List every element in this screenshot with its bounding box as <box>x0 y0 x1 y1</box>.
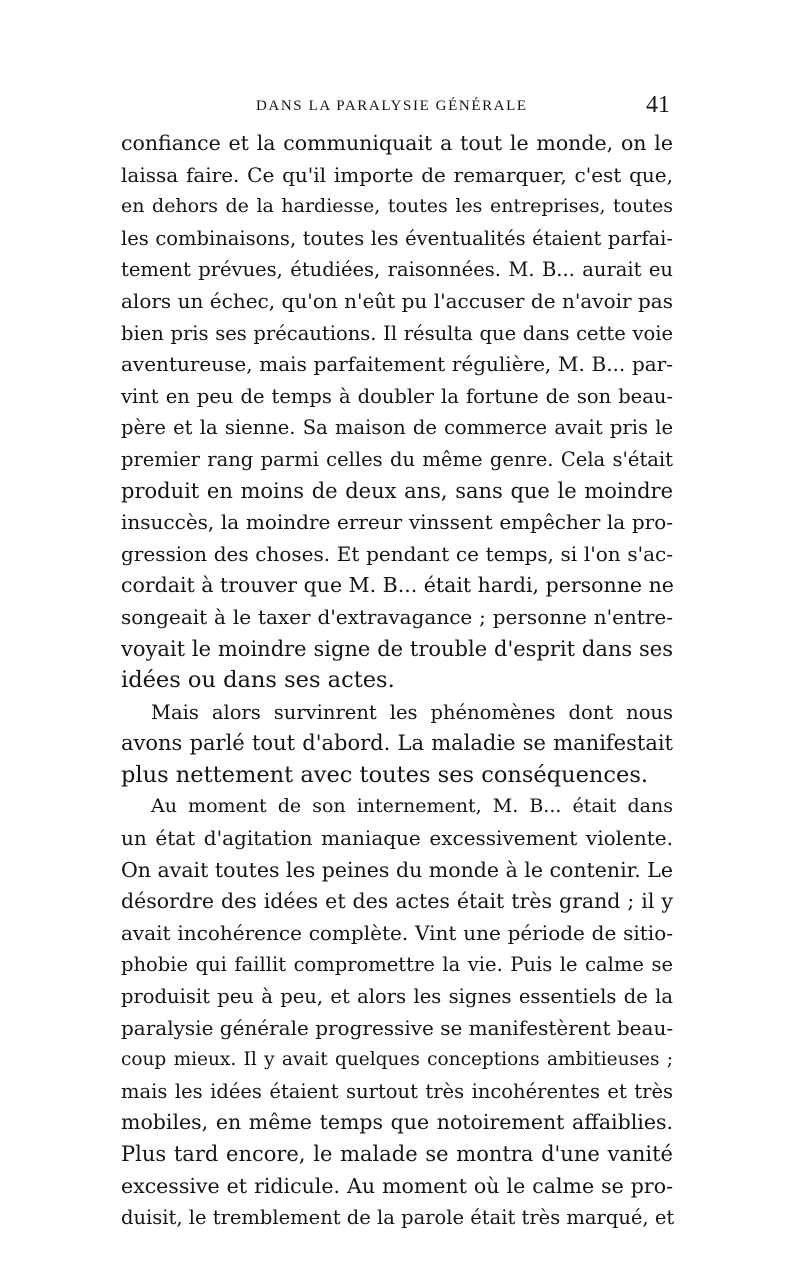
text-line: père et la sienne. Sa maison de commerce avait pris le <box>121 416 673 440</box>
text-line: insuccès, la moindre erreur vinssent empêcher la pro- <box>121 510 673 535</box>
text-line: premier rang parmi celles du même genre. Cela s'était <box>121 447 673 471</box>
body-text <box>121 128 673 1234</box>
paragraph-start-line: Au moment de son internement, M. B... était dans <box>151 795 673 818</box>
text-line: Plus tard encore, le malade se montra d'une vanité <box>121 1142 673 1166</box>
text-line: paralysie générale progressive se manifestèrent beau- <box>121 1015 674 1040</box>
paragraph-end-line: plus nettement avec toutes ses conséquences. <box>121 761 649 788</box>
text-line: mobiles, en même temps que notoirement affaiblies. <box>121 1110 673 1135</box>
text-line: produisit peu à peu, et alors les signes essentiels de la <box>121 985 673 1009</box>
text-line: alors un échec, qu'on n'eût pu l'accuser de n'avoir pas <box>121 288 673 313</box>
text-line: coup mieux. Il y avait quelques conceptions ambitieuses ; <box>121 1049 673 1071</box>
text-line: avait incohérence complète. Vint une période de sitio- <box>121 920 673 945</box>
page-number: 41 <box>646 92 670 118</box>
text-line: voyait le moindre signe de trouble d'esprit dans ses <box>121 636 673 661</box>
text-line: laissa faire. Ce qu'il importe de remarquer, c'est que, <box>121 162 673 187</box>
text-line: aventureuse, mais parfaitement régulière, M. B... par- <box>121 352 673 377</box>
text-line: excessive et ridicule. Au moment où le calme se pro- <box>121 1173 673 1198</box>
text-line: produit en moins de deux ans, sans que le moindre <box>121 478 673 503</box>
text-line: tement prévues, étudiées, raisonnées. M. B... aurait eu <box>121 258 673 282</box>
text-line: les combinaisons, toutes les éventualités étaient parfai- <box>121 226 673 250</box>
text-line: phobie qui faillit compromettre la vie. Puis le calme se <box>121 953 673 977</box>
running-header <box>118 92 678 132</box>
text-line: un état d'agitation maniaque excessivement violente. <box>121 826 673 851</box>
text-line: gression des choses. Et pendant ce temps, si l'on s'ac- <box>121 541 673 566</box>
text-line: songeait à le taxer d'extravagance ; personne n'entre- <box>121 604 673 629</box>
text-line: avons parlé tout d'abord. La maladie se manifestait <box>121 731 673 756</box>
text-line: On avait toutes les peines du monde à le contenir. Le <box>121 857 673 882</box>
running-title: DANS LA PARALYSIE GÉNÉRALE <box>256 98 528 114</box>
text-line: duisit, le tremblement de la parole était très marqué, et <box>121 1206 675 1230</box>
text-line: vint en peu de temps à doubler la fortune de son beau- <box>121 384 673 408</box>
paragraph-end-line: idées ou dans ses actes. <box>121 667 395 694</box>
paragraph-start-line: Mais alors survinrent les phénomènes dont nous <box>151 700 673 724</box>
text-line: confiance et la communiquait a tout le monde, on le <box>121 131 673 155</box>
text-line: désordre des idées et des actes était très grand ; il y <box>121 889 673 914</box>
text-line: bien pris ses précautions. Il résulta que dans cette voie <box>121 321 673 345</box>
text-line: en dehors de la hardiesse, toutes les entreprises, toutes <box>121 195 673 218</box>
text-line: cordait à trouver que M. B... était hardi, personne ne <box>121 573 674 598</box>
text-line: mais les idées étaient surtout très incohérentes et très <box>121 1079 673 1103</box>
